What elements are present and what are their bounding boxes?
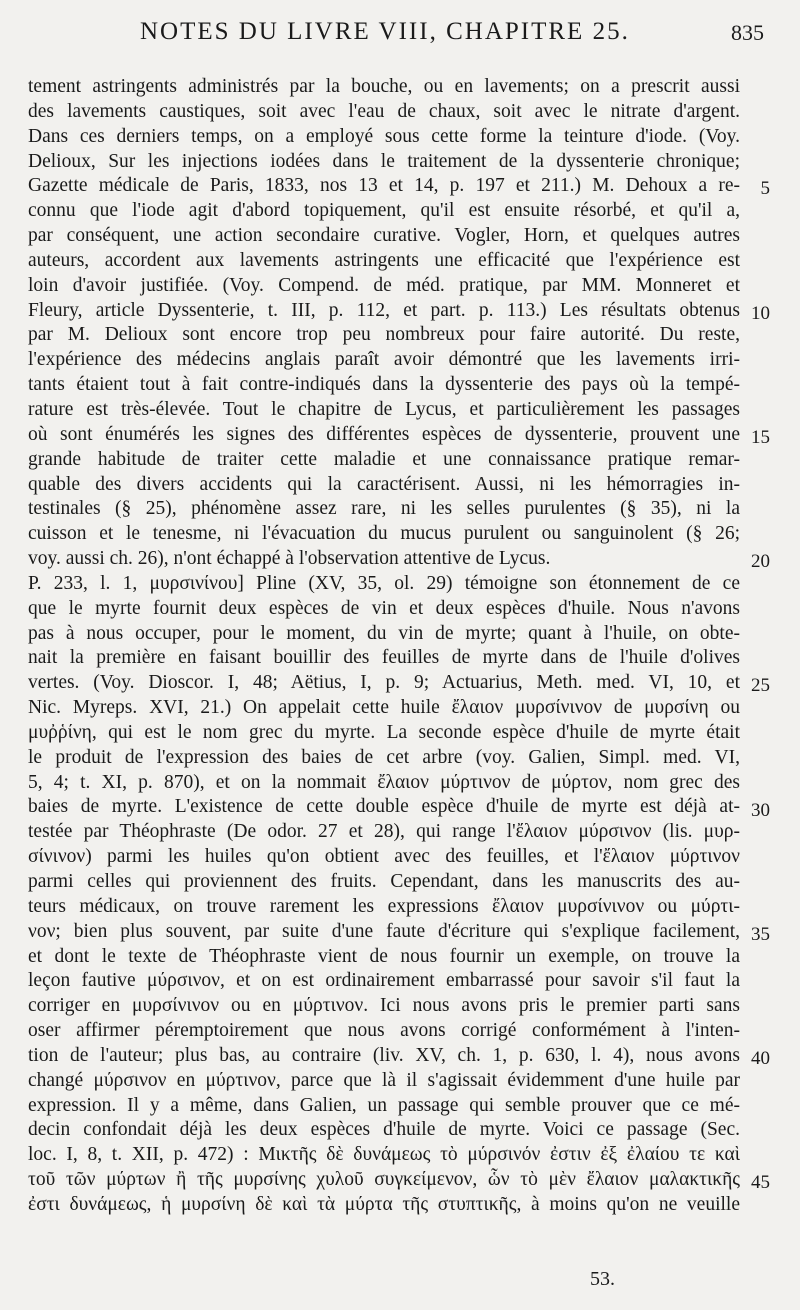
text-line: vertes. (Voy. Dioscor. I, 48; Aëtius, I, p. 9; Actuarius, Meth. med. VI, 10, et	[28, 672, 740, 694]
text-line: quable des divers accidents qui la caractérisent. Aussi, ni les hémorragies in-	[28, 473, 740, 495]
text-line: 5, 4; t. XI, p. 870), et on la nommait ἔλαιον μύρτινον de μύρτον, nom grec des	[28, 771, 740, 793]
text-line: pas à nous occuper, pour le moment, du vin de myrte; quant à l'huile, on obte-	[28, 622, 740, 644]
page-number: 835	[731, 20, 764, 45]
line-number: 40	[751, 1048, 770, 1070]
text-line: et dont le texte de Théophraste vient de nous fournir un exemple, on trouve la	[28, 945, 740, 967]
text-line: Gazette médicale de Paris, 1833, nos 13 et 14, p. 197 et 211.) M. Dehoux a re-	[28, 175, 740, 197]
text-line: changé μύρσινον en μύρτινον, parce que là il s'agissait évidemment d'une huile par	[28, 1069, 740, 1091]
text-line: l'expérience des médecins anglais paraît avoir démontré que les lavements irri-	[28, 349, 740, 371]
text-line: decin confondait déjà les deux espèces d'huile de myrte. Voici ce passage (Sec.	[28, 1119, 740, 1141]
text-line: Dans ces derniers temps, on a employé sous cette forme la teinture d'iode. (Voy.	[28, 125, 740, 147]
text-line: par M. Delioux sont encore trop peu nombreux pour faire autorité. Du reste,	[28, 324, 740, 346]
text-line: oser affirmer péremptoirement que nous avons corrigé conformément à l'inten-	[28, 1020, 740, 1042]
signature-mark: 53.	[590, 1268, 615, 1290]
text-line: tion de l'auteur; plus bas, au contraire (liv. XV, ch. 1, p. 630, l. 4), nous avons	[28, 1044, 740, 1066]
line-number: 35	[751, 923, 770, 945]
text-line: expression. Il y a même, dans Galien, un passage qui semble prouver que ce mé-	[28, 1094, 740, 1116]
text-line: grande habitude de traiter cette maladie et une connaissance pratique remar-	[28, 448, 740, 470]
text-line: auteurs, accordent aux lavements astringents une efficacité que l'expérience est	[28, 249, 740, 271]
text-line: le produit de l'expression des baies de cet arbre (voy. Galien, Simpl. med. VI,	[28, 746, 740, 768]
text-line: ἐστι δυνάμεως, ἡ μυρσίνη δὲ καὶ τὰ μύρτα τῆς στυπτικῆς, à moins qu'on ne veuille	[28, 1193, 740, 1215]
text-line: des lavements caustiques, soit avec l'eau de chaux, soit avec le nitrate d'argent.	[28, 100, 740, 122]
text-line: parmi celles qui proviennent des fruits. Cependant, dans les manuscrits des au-	[28, 871, 740, 892]
text-line: rature est très-élevée. Tout le chapitre de Lycus, et particulièrement les passages	[28, 398, 740, 420]
text-line: tants étaient tout à fait contre-indiqués dans la dyssenterie des pays où la tempé-	[28, 374, 740, 396]
text-line: Delioux, Sur les injections iodées dans le traitement de la dyssenterie chronique;	[28, 150, 740, 172]
text-line: où sont énumérés les signes des différentes espèces de dyssenterie, prouvent une	[28, 423, 740, 445]
page-header	[0, 18, 800, 58]
text-line: νον; bien plus souvent, par suite d'une faute d'écriture qui s'explique facilement,	[28, 920, 740, 942]
text-line: loc. I, 8, t. XII, p. 472) : Μικτῆς δὲ δυνάμεως τὸ μύρσινόν ἐστιν ἐξ ἐλαίου τε καὶ	[28, 1144, 740, 1166]
line-number: 10	[751, 302, 770, 324]
body-text	[28, 75, 740, 1218]
text-line: testée par Théophraste (De odor. 27 et 28), qui range l'ἔλαιον μύρσινον (lis. μυρ-	[28, 821, 740, 843]
text-line: Nic. Myreps. XVI, 21.) On appelait cette huile ἔλαιον μυρσίνινον de μυρσίνη ou	[28, 697, 740, 719]
text-line: baies de myrte. L'existence de cette double espèce d'huile de myrte est déjà at-	[28, 796, 740, 818]
text-line: cuisson et le tenesme, ni l'évacuation du mucus purulent ou sanguinolent (§ 26;	[28, 523, 740, 545]
line-number: 20	[751, 551, 770, 573]
line-number: 45	[751, 1172, 770, 1194]
text-line: loin d'avoir justifiée. (Voy. Compend. de méd. pratique, par MM. Monneret et	[28, 274, 740, 296]
text-line: tement astringents administrés par la bouche, ou en lavements; on a prescrit aussi	[28, 76, 740, 97]
text-line: testinales (§ 25), phénomène assez rare, ni les selles purulentes (§ 35), ni la	[28, 498, 740, 520]
line-number: 5	[760, 178, 770, 200]
text-line: par conséquent, une action secondaire curative. Vogler, Horn, et quelques autres	[28, 225, 740, 247]
text-line: connu que l'iode agit d'abord topiquement, qu'il est ensuite résorbé, et qu'il a,	[28, 200, 740, 222]
line-number: 25	[751, 675, 770, 697]
running-title: NOTES DU LIVRE VIII, CHAPITRE 25.	[140, 18, 630, 45]
text-line: μυῤῥίνη, qui est le nom grec du myrte. La seconde espèce d'huile de myrte était	[28, 721, 740, 743]
text-line: teurs médicaux, on trouve rarement les expressions ἔλαιον μυρσίνινον ou μύρτι-	[28, 895, 740, 917]
text-line: que le myrte fournit deux espèces de vin et deux espèces d'huile. Nous n'avons	[28, 597, 740, 619]
line-number: 15	[751, 426, 770, 448]
text-line: τοῦ τῶν μύρτων ἢ τῆς μυρσίνης χυλοῦ συγκείμενον, ὧν τὸ μὲν ἔλαιον μαλακτικῆς	[28, 1169, 740, 1191]
text-line: σίνινον) parmi les huiles qu'on obtient avec des feuilles, et l'ἔλαιον μύρτινον	[28, 846, 740, 868]
text-line: corriger en μυρσίνινον ou en μύρτινον. Ici nous avons pris le premier parti sans	[28, 995, 740, 1017]
text-line: voy. aussi ch. 26), n'ont échappé à l'observation attentive de Lycus.	[28, 548, 551, 570]
text-line: P. 233, l. 1, μυρσινίνου] Pline (XV, 35, ol. 29) témoigne son étonnement de ce	[28, 572, 740, 594]
text-line: Fleury, article Dyssenterie, t. III, p. 112, et part. p. 113.) Les résultats obtenus	[28, 299, 740, 321]
text-line: leçon fautive μύρσινον, et on est ordinairement embarrassé pour savoir s'il faut la	[28, 970, 740, 992]
line-number: 30	[751, 799, 770, 821]
text-line: nait la première en faisant bouillir des feuilles de myrte dans de l'huile d'olives	[28, 647, 740, 669]
